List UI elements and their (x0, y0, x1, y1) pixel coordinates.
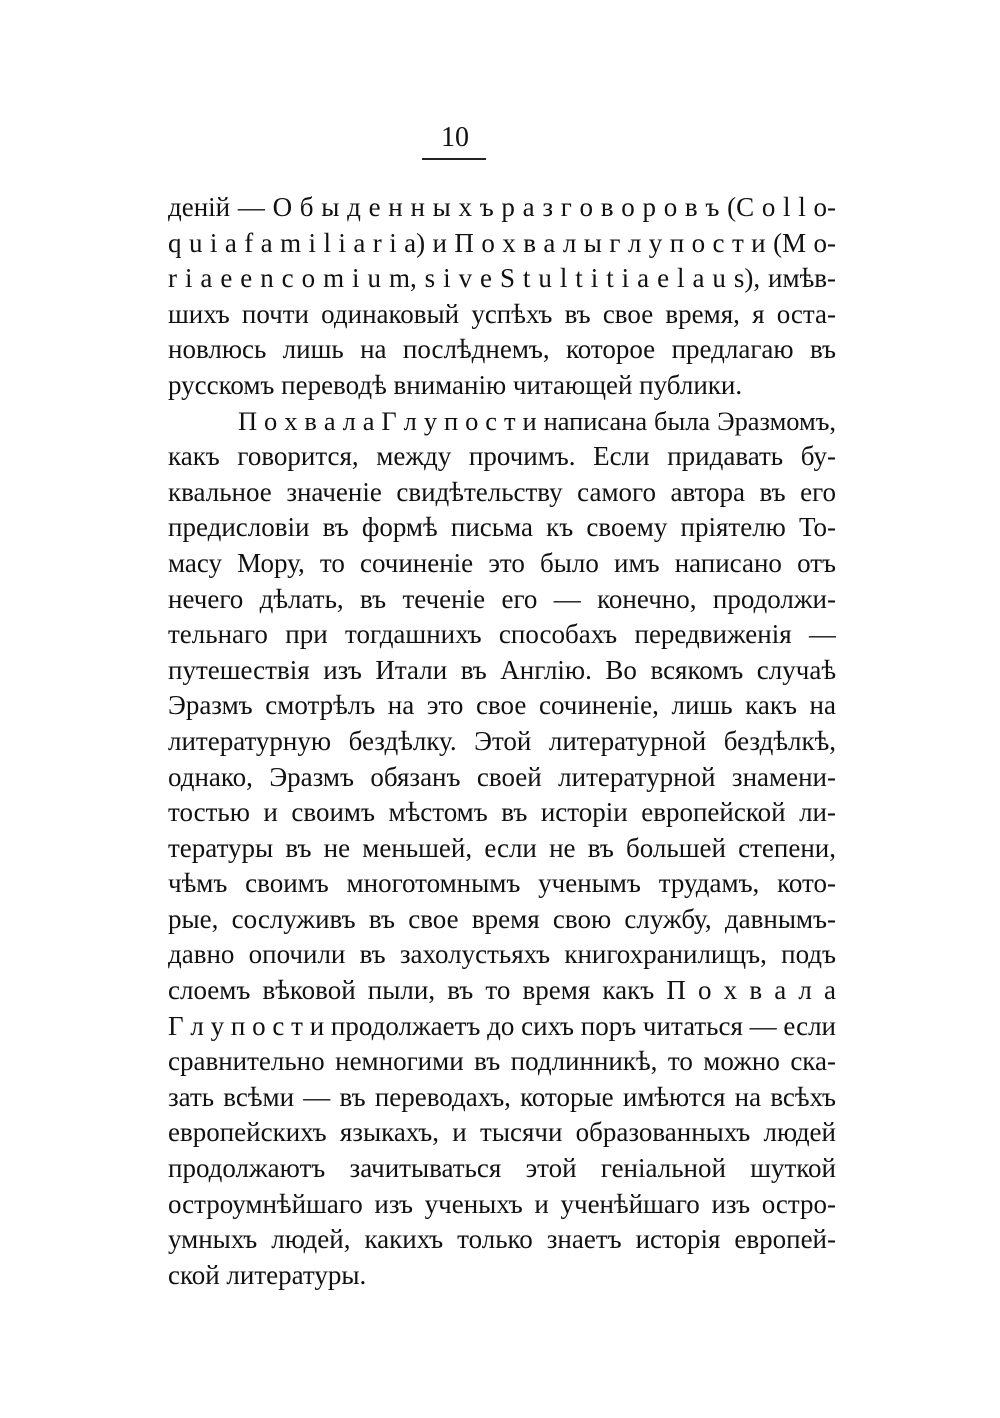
text-line: r i a e e n c o m i u m, s i v e S t u l t i t i a e l a u s), имѣв- (168, 263, 836, 294)
text-line: Г л у п о с т и продолжаетъ до сихъ поръ читаться — если (168, 1010, 836, 1041)
text-line: предисловіи въ формѣ письма къ своему пріятелю То- (168, 512, 836, 543)
text-line: давно опочили въ захолустьяхъ книгохранилищъ, подъ (168, 939, 836, 970)
text-line: европейскихъ языкахъ, и тысячи образованныхъ людей (168, 1117, 836, 1148)
text-line: русскомъ переводѣ вниманію читающей публики. (168, 369, 743, 400)
text-line: путешествія изъ Итали въ Англію. Во всякомъ случаѣ (168, 654, 836, 685)
text-line: сравнительно немногими въ подлинникѣ, то можно ска- (168, 1046, 836, 1077)
text-line: тературы въ не меньшей, если не въ большей степени, (168, 832, 836, 863)
body-text (168, 190, 836, 1293)
text-line: квальное значеніе свидѣтельству самого автора въ его (168, 476, 836, 507)
text-line: рые, сослуживъ въ свое время свою службу, давнымъ- (168, 903, 836, 934)
text-line: новлюсь лишь на послѣднемъ, которое предлагаю въ (168, 334, 836, 365)
text-line: чѣмъ своимъ многотомнымъ ученымъ трудамъ, кото- (168, 868, 836, 899)
text-line: Эразмъ смотрѣлъ на это свое сочиненіе, лишь какъ на (168, 690, 836, 721)
text-line: ской литературы. (168, 1259, 367, 1290)
text-line: шихъ почти одинаковый успѣхъ въ свое время, я оста- (168, 298, 836, 329)
text-line: однако, Эразмъ обязанъ своей литературной знамени- (168, 761, 836, 792)
text-line: умныхъ людей, какихъ только знаетъ исторія европей- (168, 1224, 836, 1255)
page-number-rule (422, 158, 486, 160)
text-line: тельнаго при тогдашнихъ способахъ передвиженія — (168, 619, 836, 650)
text-line: литературную бездѣлку. Этой литературной бездѣлкѣ, (168, 725, 836, 756)
paragraph (168, 404, 836, 1294)
page-number: 10 (441, 122, 469, 153)
text-line: П о х в а л а Г л у п о с т и написана была Эразмомъ, (238, 405, 836, 436)
paragraph (168, 190, 836, 404)
text-line: зать всѣми — въ переводахъ, которые имѣются на всѣхъ (168, 1081, 836, 1112)
text-line: какъ говорится, между прочимъ. Если придавать бу- (168, 441, 836, 472)
text-line: продолжаютъ зачитываться этой геніальной шуткой (168, 1153, 836, 1184)
text-line: деній — О б ы д е н н ы х ъ р а з г о в о р о в ъ (C o l l o- (168, 192, 836, 222)
text-line: остроумнѣйшаго изъ ученыхъ и ученѣйшаго изъ остро- (168, 1188, 836, 1219)
text-line: q u i a f a m i l i a r i a) и П о х в а л ы г л у п о с т и (M o- (168, 227, 836, 258)
text-line: тостью и своимъ мѣстомъ въ исторіи европейской ли- (168, 797, 836, 828)
text-line: слоемъ вѣковой пыли, въ то время какъ П о х в а л а (168, 975, 836, 1006)
text-line: нечего дѣлать, въ теченіе его — конечно, продолжи- (168, 583, 836, 614)
text-line: масу Мору, то сочиненіе это было имъ написано отъ (168, 547, 836, 578)
